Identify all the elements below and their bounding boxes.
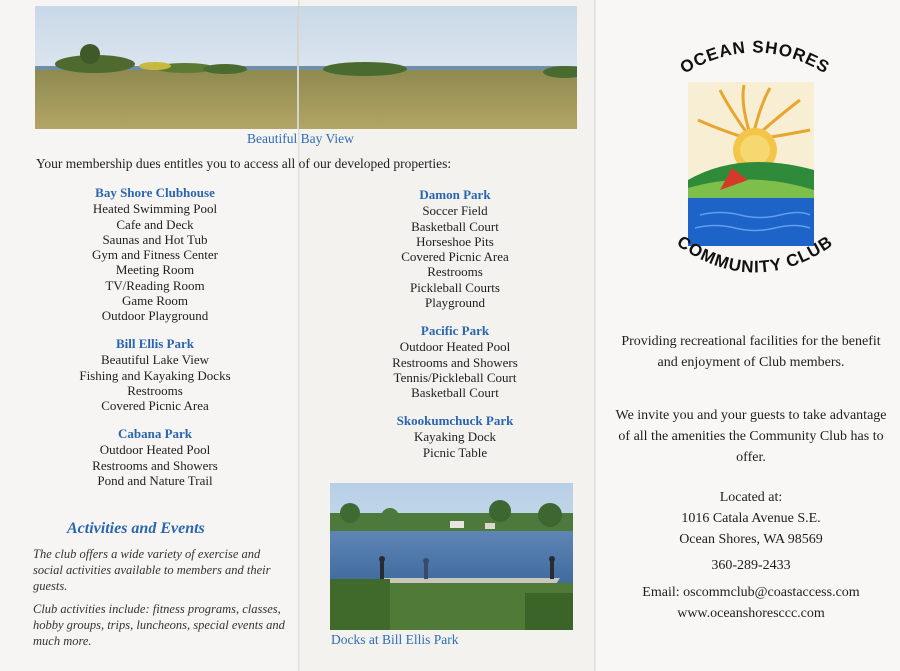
amenity-item: Cafe and Deck — [116, 216, 194, 232]
amenity-item: Restrooms — [427, 264, 483, 280]
activities-paragraph-1: The club offers a wide variety of exercise and social activities available to members and their guests. — [33, 547, 271, 593]
docks-image — [330, 483, 573, 630]
docks-photo — [330, 483, 573, 630]
amenity-item: Meeting Room — [115, 262, 195, 278]
bay-view-image — [35, 6, 577, 129]
park-bill-ellis — [40, 336, 270, 413]
park-name: Bay Shore Clubhouse — [95, 185, 215, 200]
park-bay-shore-clubhouse — [40, 185, 270, 324]
park-name: Damon Park — [419, 187, 491, 202]
invite-text: We invite you and your guests to take advantage of all the amenities the Community Club has to offer. — [615, 408, 887, 465]
amenity-item: Soccer Field — [422, 203, 488, 219]
email-address[interactable]: Email: oscommclub@coastaccess.com — [642, 585, 860, 600]
amenity-item: Restrooms — [127, 382, 183, 398]
club-logo — [660, 30, 850, 295]
website-link[interactable]: www.oceanshoresccc.com — [677, 606, 825, 621]
park-name: Cabana Park — [117, 426, 193, 441]
bay-view-caption: Beautiful Bay View — [247, 131, 354, 146]
bay-view-photo — [35, 6, 577, 129]
park-name: Skookumchuck Park — [396, 413, 514, 428]
park-name: Bill Ellis Park — [115, 336, 194, 351]
amenity-item: Gym and Fitness Center — [91, 247, 218, 263]
park-skookumchuck — [340, 413, 570, 460]
amenity-item: Tennis/Pickleball Court — [393, 369, 517, 385]
park-pacific — [340, 323, 570, 400]
intro-text: Your membership dues entitles you to access all of our developed properties: — [36, 156, 452, 171]
amenity-item: Pond and Nature Trail — [97, 472, 213, 488]
amenity-item: TV/Reading Room — [105, 277, 205, 293]
park-name: Pacific Park — [420, 323, 490, 338]
amenity-item: Outdoor Heated Pool — [99, 442, 211, 458]
address-line-1: 1016 Catala Avenue S.E. — [681, 511, 821, 526]
docks-caption: Docks at Bill Ellis Park — [331, 632, 459, 647]
logo-top-text — [677, 37, 833, 77]
amenity-item: Restrooms and Showers — [392, 354, 518, 370]
amenity-item: Kayaking Dock — [414, 429, 496, 445]
activities-title: Activities and Events — [67, 520, 205, 537]
park-damon — [340, 187, 570, 310]
amenity-item: Covered Picnic Area — [101, 398, 209, 414]
park-cabana — [40, 426, 270, 488]
amenity-item: Pickleball Courts — [410, 279, 500, 295]
mission-text: Providing recreational facilities for the benefit and enjoyment of Club members. — [621, 334, 881, 370]
amenity-item: Basketball Court — [411, 385, 499, 401]
sunset-emblem-icon — [688, 82, 814, 246]
amenity-item: Heated Swimming Pool — [92, 201, 218, 217]
amenity-item: Outdoor Playground — [101, 308, 209, 324]
activities-paragraph-2: Club activities include: fitness programs, classes, hobby groups, trips, luncheons, special events and much more. — [33, 602, 285, 648]
amenity-item: Beautiful Lake View — [101, 352, 209, 368]
fold-line — [594, 0, 596, 671]
phone-number: 360-289-2433 — [711, 558, 791, 573]
amenity-item: Horseshoe Pits — [416, 233, 494, 249]
located-label: Located at: — [719, 490, 783, 505]
amenity-item: Playground — [425, 295, 485, 311]
amenity-item: Game Room — [121, 293, 189, 309]
amenity-item: Restrooms and Showers — [92, 457, 218, 473]
logo-top-text-path: OCEAN SHORES — [676, 37, 834, 78]
logo-bottom-text-path: COMMUNITY CLUB — [673, 231, 837, 277]
amenity-item: Fishing and Kayaking Docks — [79, 367, 231, 383]
amenity-item: Basketball Court — [411, 218, 499, 234]
amenity-item: Covered Picnic Area — [401, 249, 509, 265]
address-line-2: Ocean Shores, WA 98569 — [679, 532, 823, 547]
amenity-item: Picnic Table — [422, 444, 488, 460]
amenity-item: Outdoor Heated Pool — [399, 339, 511, 355]
amenity-item: Saunas and Hot Tub — [102, 231, 208, 247]
